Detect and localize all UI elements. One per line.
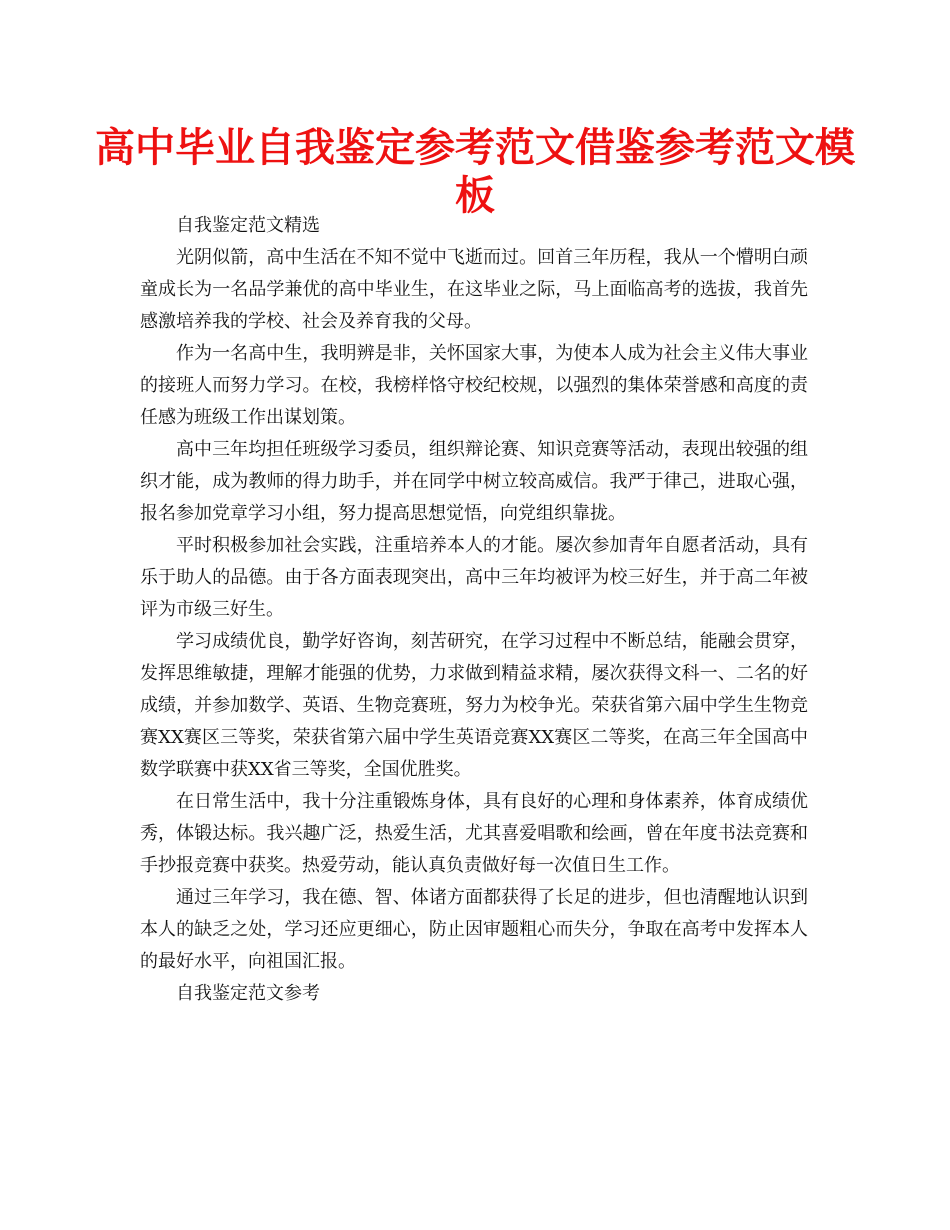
paragraph-6: 在日常生活中，我十分注重锻炼身体，具有良好的心理和身体素养，体育成绩优秀，体锻达标。我兴趣广泛，热爱生活，尤其喜爱唱歌和绘画，曾在年度书法竞赛和手抄报竞赛中获奖。热爱劳动，能认真负责做好每一次值日生工作。	[140, 791, 808, 876]
section-heading-2: 自我鉴定范文参考	[176, 983, 320, 1004]
paragraph-3: 高中三年均担任班级学习委员，组织辩论赛、知识竞赛等活动，表现出较强的组织才能，成为教师的得力助手，并在同学中树立较高威信。我严于律己，进取心强，报名参加党章学习小组，努力提高思想觉悟，向党组织靠拢。	[140, 439, 808, 524]
document-body	[140, 210, 808, 1010]
paragraph-2: 作为一名高中生，我明辨是非，关怀国家大事，为使本人成为社会主义伟大事业的接班人而努力学习。在校，我榜样恪守校纪校规，以强烈的集体荣誉感和高度的责任感为班级工作出谋划策。	[140, 343, 808, 428]
paragraph-7: 通过三年学习，我在德、智、体诸方面都获得了长足的进步，但也清醒地认识到本人的缺乏之处，学习还应更细心，防止因审题粗心而失分，争取在高考中发挥本人的最好水平，向祖国汇报。	[140, 887, 808, 972]
paragraph-4: 平时积极参加社会实践，注重培养本人的才能。屡次参加青年自愿者活动，具有乐于助人的品德。由于各方面表现突出，高中三年均被评为校三好生，并于高二年被评为市级三好生。	[140, 535, 808, 620]
section-heading-1: 自我鉴定范文精选	[176, 215, 320, 236]
document-title: 高中毕业自我鉴定参考范文借鉴参考范文模板	[95, 125, 855, 219]
paragraph-1: 光阴似箭，高中生活在不知不觉中飞逝而过。回首三年历程，我从一个懵明白顽童成长为一名品学兼优的高中毕业生，在这毕业之际，马上面临高考的选拔，我首先感激培养我的学校、社会及养育我的父母。	[140, 247, 808, 332]
paragraph-5: 学习成绩优良，勤学好咨询，刻苦研究，在学习过程中不断总结，能融会贯穿，发挥思维敏捷，理解才能强的优势，力求做到精益求精，屡次获得文科一、二名的好成绩，并参加数学、英语、生物竞赛班，努力为校争光。荣获省第六届中学生生物竞赛XX赛区三等奖，荣获省第六届中学生英语竞赛XX赛区二等奖，在高三年全国高中数学联赛中获XX省三等奖，全国优胜奖。	[140, 631, 808, 780]
